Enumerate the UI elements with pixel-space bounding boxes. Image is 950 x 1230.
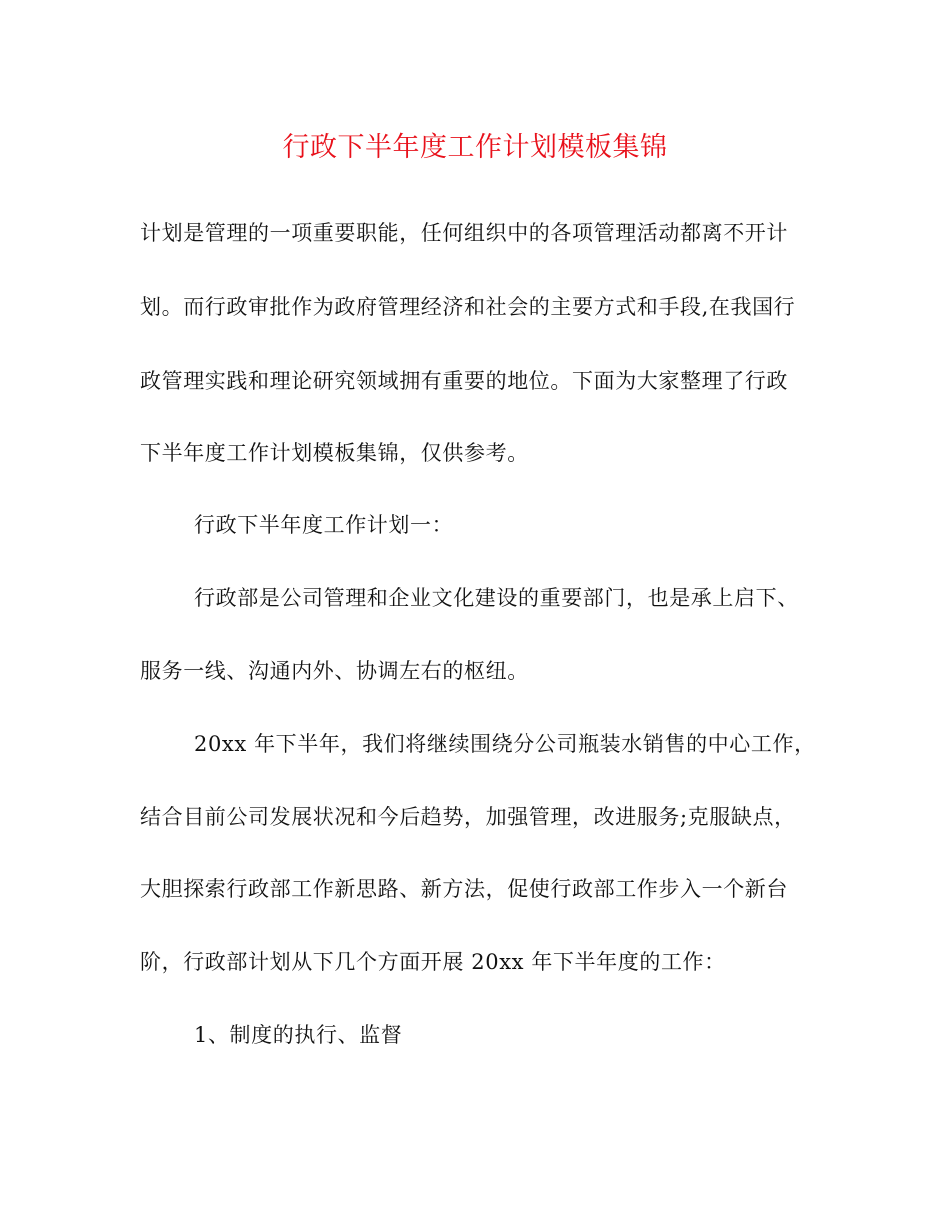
paragraph-intro-line-1: 计划是管理的一项重要职能，任何组织中的各项管理活动都离不开计 [140,221,788,245]
list-item-1: 1、制度的执行、监督 [194,1023,403,1047]
paragraph-3-line-1: 20xx 年下半年，我们将继续围绕分公司瓶装水销售的中心工作， [194,732,816,756]
paragraph-intro-line-2: 划。而行政审批作为政府管理经济和社会的主要方式和手段,在我国行 [140,295,796,319]
paragraph-2-line-2: 服务一线、沟通内外、协调左右的枢纽。 [140,659,529,683]
paragraph-2-line-1: 行政部是公司管理和企业文化建设的重要部门，也是承上启下、 [194,586,799,610]
paragraph-intro-line-3: 政管理实践和理论研究领域拥有重要的地位。下面为大家整理了行政 [140,369,788,393]
paragraph-intro-line-4: 下半年度工作计划模板集锦，仅供参考。 [140,441,529,465]
paragraph-3-line-2: 结合目前公司发展状况和今后趋势，加强管理，改进服务;克服缺点， [140,805,796,829]
document-title: 行政下半年度工作计划模板集锦 [282,132,668,163]
paragraph-3-line-3: 大胆探索行政部工作新思路、新方法，促使行政部工作步入一个新台 [140,877,788,901]
section-heading: 行政下半年度工作计划一： [194,513,454,537]
paragraph-3-line-4: 阶，行政部计划从下几个方面开展 20xx 年下半年度的工作： [140,950,726,974]
